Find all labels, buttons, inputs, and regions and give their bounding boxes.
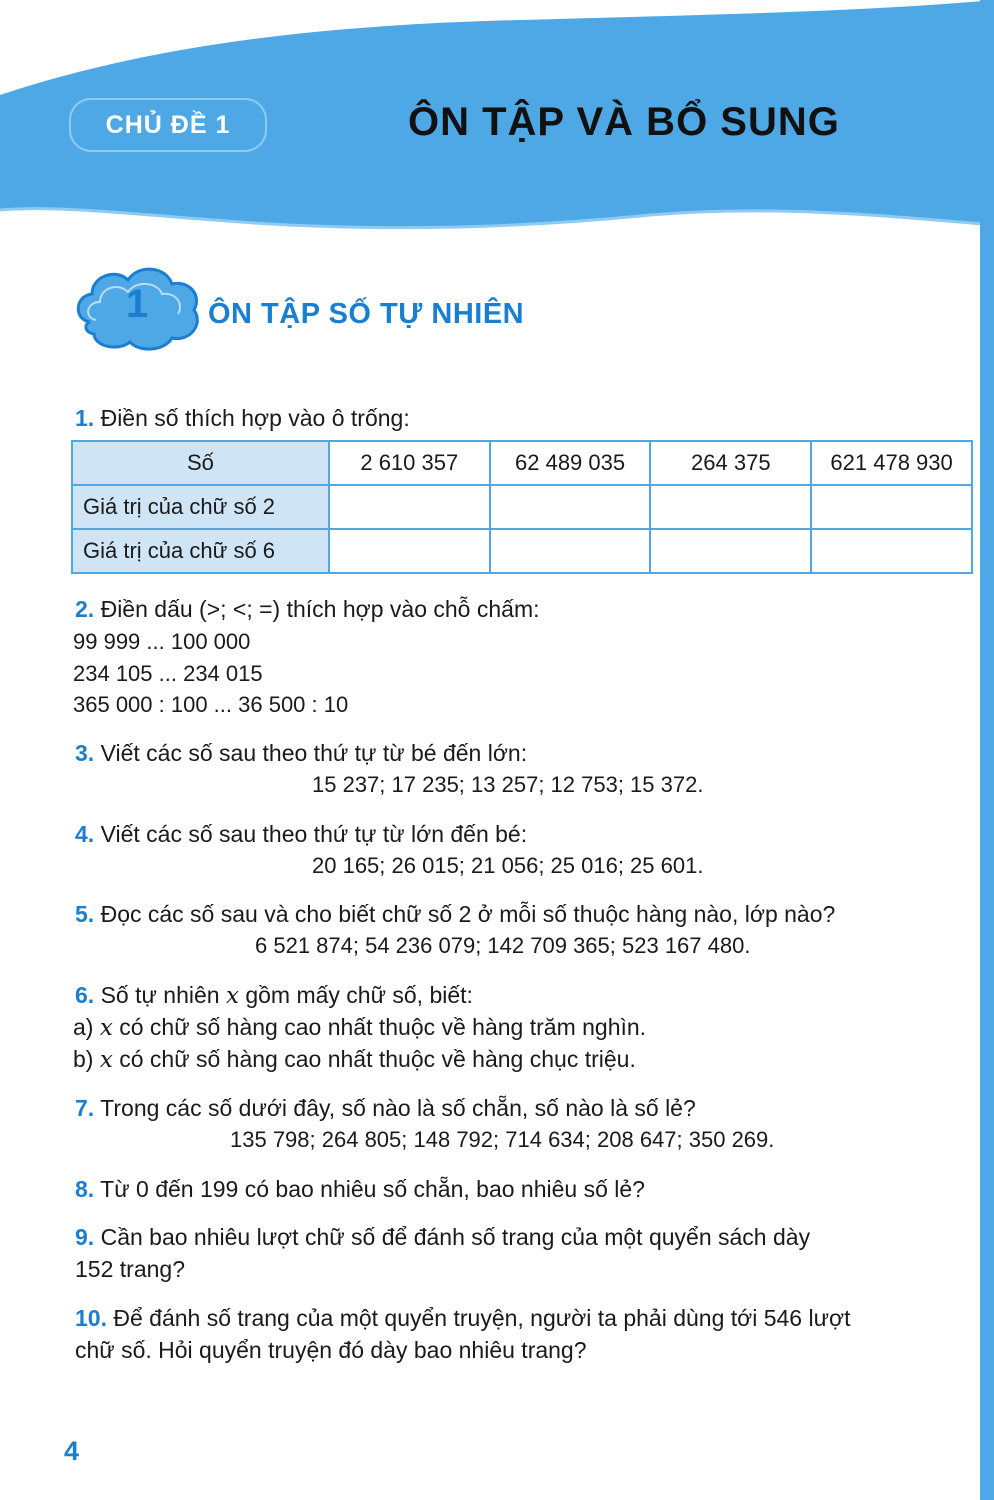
question-text: Trong các số dưới đây, số nào là số chẵn, số nào là số lẻ? xyxy=(100,1095,696,1121)
question-number: 8. xyxy=(75,1176,95,1202)
question-7 xyxy=(75,1092,696,1124)
question-text: Đọc các số sau và cho biết chữ số 2 ở mỗi số thuộc hàng nào, lớp nào? xyxy=(100,901,836,927)
question-number: 5. xyxy=(75,901,95,927)
question-1 xyxy=(75,402,410,434)
question-9 xyxy=(75,1221,810,1253)
chapter-title: ÔN TẬP VÀ BỔ SUNG xyxy=(408,100,840,144)
question-6 xyxy=(75,979,473,1012)
lesson-title: ÔN TẬP SỐ TỰ NHIÊN xyxy=(208,298,525,330)
variable-x: x xyxy=(99,1015,113,1041)
question-2 xyxy=(75,593,540,625)
question-text: Từ 0 đến 199 có bao nhiêu số chẵn, bao nhiêu số lẻ? xyxy=(100,1176,645,1202)
question-text: Điền dấu (>; <; =) thích hợp vào chỗ chấm: xyxy=(100,596,540,622)
answer-cell[interactable] xyxy=(490,485,651,529)
question-number: 7. xyxy=(75,1095,95,1121)
page-edge-strip xyxy=(980,0,994,1500)
answer-cell[interactable] xyxy=(811,485,972,529)
question-9-continued: 152 trang? xyxy=(75,1256,185,1282)
question-6b xyxy=(73,1043,636,1076)
question-number: 4. xyxy=(75,821,95,847)
chapter-label: CHỦ ĐỀ 1 xyxy=(105,110,231,139)
question-3 xyxy=(75,737,527,769)
number-list: 20 165; 26 015; 21 056; 25 016; 25 601. xyxy=(312,853,704,878)
variable-x: x xyxy=(99,1047,113,1073)
table-header-cell: Số xyxy=(72,441,329,485)
answer-cell[interactable] xyxy=(490,529,651,573)
table-header-cell: 621 478 930 xyxy=(811,441,972,485)
item-text: có chữ số hàng cao nhất thuộc về hàng trăm nghìn. xyxy=(119,1014,647,1040)
answer-cell[interactable] xyxy=(650,485,811,529)
question-text: Viết các số sau theo thứ tự từ bé đến lớn: xyxy=(100,740,528,766)
question-number: 2. xyxy=(75,596,95,622)
question-number: 9. xyxy=(75,1224,95,1250)
question-text: Để đánh số trang của một quyển truyện, người ta phải dùng tới 546 lượt xyxy=(113,1305,851,1331)
question-8 xyxy=(75,1173,645,1205)
table-row-label: Giá trị của chữ số 6 xyxy=(72,529,329,573)
answer-cell[interactable] xyxy=(329,529,490,573)
table-header-cell: 62 489 035 xyxy=(490,441,651,485)
question-text: gồm mấy chữ số, biết: xyxy=(245,982,473,1008)
comparison-line: 99 999 ... 100 000 xyxy=(73,629,251,654)
number-list: 135 798; 264 805; 148 792; 714 634; 208 647; 350 269. xyxy=(230,1127,775,1152)
table-header-cell: 2 610 357 xyxy=(329,441,490,485)
table-row xyxy=(72,529,972,573)
table-header-cell: 264 375 xyxy=(650,441,811,485)
question-4 xyxy=(75,818,527,850)
question-text: Điền số thích hợp vào ô trống: xyxy=(100,405,410,431)
item-label: b) xyxy=(73,1046,94,1072)
answer-cell[interactable] xyxy=(650,529,811,573)
question-6a xyxy=(73,1011,646,1044)
page-number: 4 xyxy=(64,1436,80,1466)
comparison-line: 234 105 ... 234 015 xyxy=(73,661,263,686)
table-row xyxy=(72,485,972,529)
question-number: 10. xyxy=(75,1305,107,1331)
place-value-table xyxy=(71,440,973,574)
table-row-label: Giá trị của chữ số 2 xyxy=(72,485,329,529)
question-text: Viết các số sau theo thứ tự từ lớn đến bé: xyxy=(100,821,528,847)
question-number: 6. xyxy=(75,982,95,1008)
question-10-continued: chữ số. Hỏi quyển truyện đó dày bao nhiêu trang? xyxy=(75,1337,587,1363)
chapter-badge xyxy=(69,98,267,152)
question-10 xyxy=(75,1302,850,1334)
item-text: có chữ số hàng cao nhất thuộc về hàng chục triệu. xyxy=(119,1046,636,1072)
question-text: Cần bao nhiêu lượt chữ số để đánh số trang của một quyển sách dày xyxy=(100,1224,811,1250)
question-number: 3. xyxy=(75,740,95,766)
number-list: 6 521 874; 54 236 079; 142 709 365; 523 167 480. xyxy=(255,933,751,958)
number-list: 15 237; 17 235; 13 257; 12 753; 15 372. xyxy=(312,772,704,797)
comparison-line: 365 000 : 100 ... 36 500 : 10 xyxy=(73,692,349,717)
item-label: a) xyxy=(73,1014,94,1040)
variable-x: x xyxy=(225,983,239,1009)
lesson-number: 1 xyxy=(125,282,149,326)
answer-cell[interactable] xyxy=(329,485,490,529)
table-header-row xyxy=(72,441,972,485)
question-text: Số tự nhiên xyxy=(100,982,220,1008)
question-5 xyxy=(75,898,835,930)
answer-cell[interactable] xyxy=(811,529,972,573)
question-number: 1. xyxy=(75,405,95,431)
